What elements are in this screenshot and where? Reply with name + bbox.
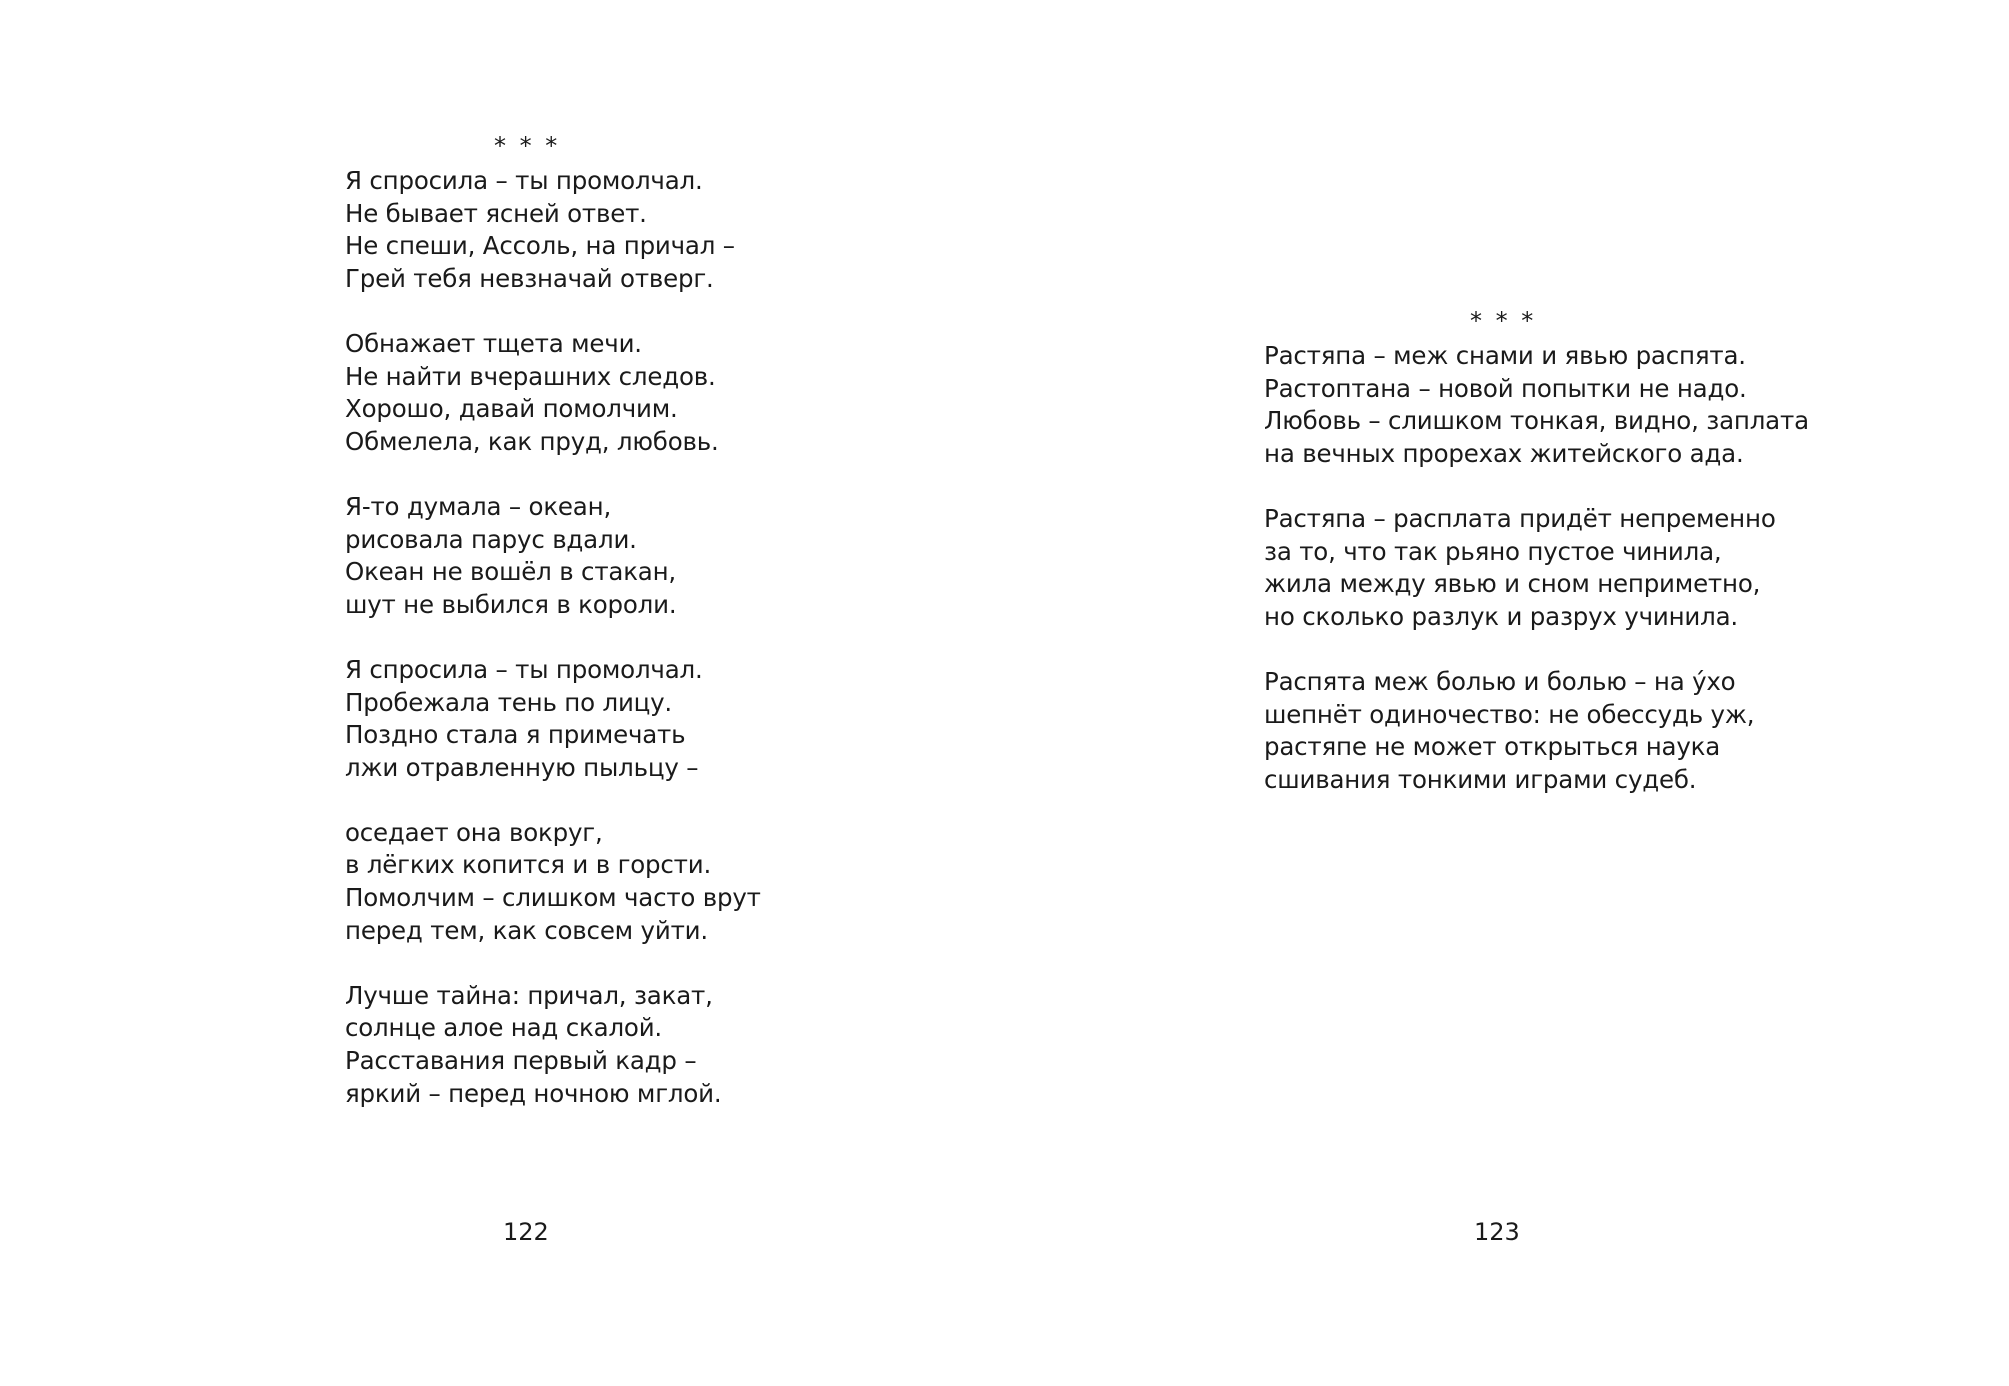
poem-line: Не спеши, Ассоль, на причал – — [345, 231, 735, 261]
poem-line: Поздно стала я примечать — [345, 720, 686, 750]
poem-line: Растяпа – меж снами и явью распята. — [1264, 341, 1746, 370]
poem-line: в лёгких копится и в горсти. — [345, 850, 712, 880]
poem-line: перед тем, как совсем уйти. — [345, 915, 708, 945]
poem-line: солнце алое над скалой. — [345, 1013, 662, 1043]
stanza — [345, 654, 761, 784]
poem-line: но сколько разлук и разрух учинила. — [1264, 601, 1739, 631]
poem-line: Растоптана – новой попытки не надо. — [1264, 373, 1747, 403]
poem-line: Хорошо, давай помолчим. — [345, 394, 678, 424]
poem-line: лжи отравленную пыльцу – — [345, 752, 699, 782]
poem-line: Я спросила – ты промолчал. — [345, 166, 703, 195]
stanza — [1264, 503, 1809, 633]
poem-line: Грей тебя невзначай отверг. — [345, 263, 714, 293]
poem-line: растяпе не может открыться наука — [1264, 732, 1721, 762]
poem-line: Обнажает тщета мечи. — [345, 328, 642, 358]
poem-line: оседает она вокруг, — [345, 817, 603, 847]
poem-line: Расставания первый кадр – — [345, 1046, 697, 1076]
stanza — [345, 328, 761, 458]
poem-line: шут не выбился в короли. — [345, 589, 677, 619]
poem-line: Растяпа – расплата придёт непременно — [1264, 503, 1776, 533]
section-separator: * * * — [494, 132, 561, 160]
poem-line: за то, что так рьяно пустое чинила, — [1264, 536, 1722, 566]
poem-line: Лучше тайна: причал, закат, — [345, 980, 713, 1010]
poem-line: Не бывает ясней ответ. — [345, 198, 647, 228]
stanza — [1264, 340, 1809, 470]
poem-line: рисовала парус вдали. — [345, 524, 637, 554]
poem-line: Пробежала тень по лицу. — [345, 687, 673, 717]
poem-line: Распята меж болью и болью – на у́хо — [1264, 666, 1736, 696]
poem-body — [1264, 340, 1809, 829]
poem-line: Я спросила – ты промолчал. — [345, 654, 703, 684]
poem-body — [345, 165, 761, 1143]
poem-line: на вечных прорехах житейского ада. — [1264, 438, 1744, 468]
poem-line: шепнёт одиночество: не обессудь уж, — [1264, 699, 1755, 729]
poem-line: сшивания тонкими играми судеб. — [1264, 764, 1697, 794]
poem-line: Я-то думала – океан, — [345, 491, 612, 521]
stanza — [345, 165, 761, 295]
poem-line: Не найти вчерашних следов. — [345, 361, 716, 391]
stanza — [345, 817, 761, 947]
poem-line: Океан не вошёл в стакан, — [345, 557, 677, 587]
stanza — [345, 491, 761, 621]
right-page — [1004, 0, 2009, 1386]
page-number: 123 — [1474, 1218, 1520, 1246]
left-page — [0, 0, 1004, 1386]
page-number: 122 — [503, 1218, 549, 1246]
poem-line: Любовь – слишком тонкая, видно, заплата — [1264, 406, 1809, 436]
poem-line: жила между явью и сном неприметно, — [1264, 569, 1761, 599]
stanza — [1264, 666, 1809, 796]
poem-line: Помолчим – слишком часто врут — [345, 883, 761, 913]
stanza — [345, 980, 761, 1110]
section-separator: * * * — [1470, 307, 1537, 335]
poem-line: яркий – перед ночною мглой. — [345, 1078, 722, 1108]
poem-line: Обмелела, как пруд, любовь. — [345, 426, 719, 456]
